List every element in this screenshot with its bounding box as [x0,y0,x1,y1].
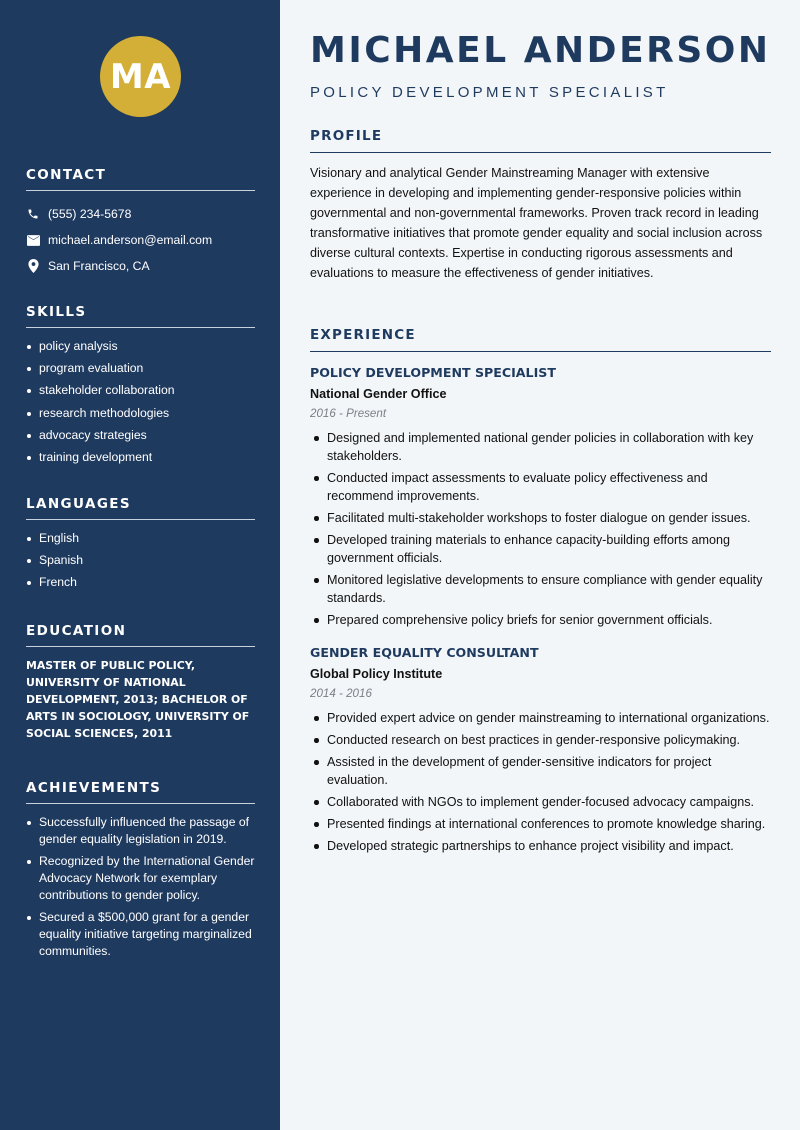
job-bullet: Conducted research on best practices in gender-responsive policymaking. [310,731,771,749]
skill-item: policy analysis [26,338,255,355]
education-heading: EDUCATION [26,623,255,647]
job-bullet: Designed and implemented national gender policies in collaboration with key stakeholders. [310,429,771,465]
job-bullet: Facilitated multi-stakeholder workshops to foster dialogue on gender issues. [310,509,771,527]
phone-text: (555) 234-5678 [48,207,132,221]
job-title: POLICY DEVELOPMENT SPECIALIST [310,365,556,380]
candidate-role: POLICY DEVELOPMENT SPECIALIST [310,84,669,101]
candidate-name: MICHAEL ANDERSON [310,30,771,71]
achievement-item: Successfully influenced the passage of gender equality legislation in 2019. [26,814,255,848]
sidebar [0,0,280,1130]
languages-heading: LANGUAGES [26,496,255,520]
education-section [26,623,255,742]
job-dates: 2016 - Present [310,407,387,420]
job-bullet: Collaborated with NGOs to implement gender-focused advocacy campaigns. [310,793,771,811]
languages-section [26,496,255,597]
job-bullet: Developed training materials to enhance capacity-building efforts among government officials. [310,531,771,567]
language-item: French [26,574,255,591]
skills-list [26,338,255,466]
skills-section [26,304,255,471]
languages-list [26,530,255,591]
skill-item: training development [26,449,255,466]
contact-location [26,253,255,279]
skill-item: research methodologies [26,405,255,422]
achievement-item: Recognized by the International Gender Advocacy Network for exemplary contributions to gender policy. [26,853,255,904]
job-company: National Gender Office [310,387,447,401]
avatar: MA [100,36,181,117]
email-icon [26,233,40,247]
experience-heading: EXPERIENCE [310,327,771,352]
location-text: San Francisco, CA [48,259,150,273]
language-item: Spanish [26,552,255,569]
experience-section [310,327,771,859]
contact-heading: CONTACT [26,167,255,191]
location-pin-icon [26,259,40,273]
contact-phone [26,201,255,227]
job-bullet: Conducted impact assessments to evaluate policy effectiveness and recommend improvements. [310,469,771,505]
skill-item: program evaluation [26,360,255,377]
achievements-heading: ACHIEVEMENTS [26,780,255,804]
contact-section [26,167,255,279]
achievements-section [26,780,255,965]
job-bullet: Prepared comprehensive policy briefs for senior government officials. [310,611,771,629]
achievements-list [26,814,255,960]
contact-list [26,201,255,279]
skill-item: advocacy strategies [26,427,255,444]
job-title: GENDER EQUALITY CONSULTANT [310,645,539,660]
job-bullet: Developed strategic partnerships to enhance project visibility and impact. [310,837,771,855]
profile-section [310,128,771,283]
job-bullet: Presented findings at international conferences to promote knowledge sharing. [310,815,771,833]
skill-item: stakeholder collaboration [26,382,255,399]
profile-text: Visionary and analytical Gender Mainstreaming Manager with extensive experience in developing and implementing gender-responsive policies within governmental and non-governmental frameworks. Proven track record in leading transformative initiatives that promote gender equality and social inclusion across diverse cultural contexts. Expertise in conducting rigorous assessments and evaluations to measure the effectiveness of gender initiatives. [310,166,763,280]
job-bullet: Provided expert advice on gender mainstreaming to international organizations. [310,709,771,727]
job-entry [310,645,771,855]
job-bullet: Monitored legislative developments to ensure compliance with gender equality standards. [310,571,771,607]
contact-email [26,227,255,253]
skills-heading: SKILLS [26,304,255,328]
email-text: michael.anderson@email.com [48,233,213,247]
job-entry [310,365,771,629]
job-bullets [310,709,771,855]
job-bullet: Assisted in the development of gender-sensitive indicators for project evaluation. [310,753,771,789]
job-company: Global Policy Institute [310,667,443,681]
job-dates: 2014 - 2016 [310,687,372,700]
job-bullets [310,429,771,629]
education-text: MASTER OF PUBLIC POLICY, UNIVERSITY OF NATIONAL DEVELOPMENT, 2013; BACHELOR OF ARTS IN SOCIOLOGY, UNIVERSITY OF SOCIAL SCIENCES, 2011 [26,659,250,740]
achievement-item: Secured a $500,000 grant for a gender equality initiative targeting marginalized communities. [26,909,255,960]
phone-icon [26,207,40,221]
profile-heading: PROFILE [310,128,771,153]
language-item: English [26,530,255,547]
